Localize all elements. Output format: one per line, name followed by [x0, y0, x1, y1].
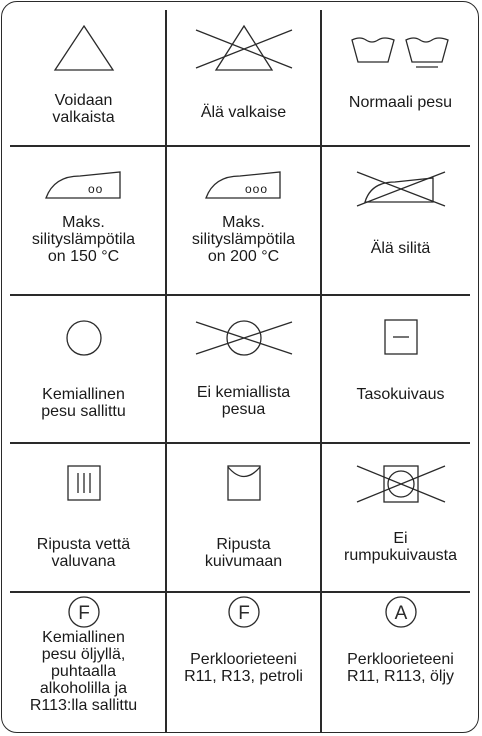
- dry-clean-f-icon: [67, 595, 101, 629]
- symbol-cell: [322, 444, 479, 591]
- do-not-tumble-dry-icon: [353, 462, 449, 506]
- symbol-label: Älä silitä: [370, 240, 431, 257]
- symbol-label: Maks. silityslämpötila on 200 °C: [191, 214, 296, 265]
- normal-wash-tubs-icon: [350, 34, 452, 74]
- symbol-cell: [322, 593, 479, 733]
- symbol-cell: [2, 2, 165, 145]
- line-dry-icon: [226, 464, 262, 502]
- symbol-cell: [2, 593, 165, 733]
- iron-dots: ooo: [245, 182, 269, 196]
- symbol-label: Ripusta vettä valuvana: [36, 536, 131, 570]
- symbol-cell: [167, 2, 320, 145]
- drip-dry-icon: [66, 464, 102, 502]
- iron-three-dots-icon: [204, 168, 284, 202]
- dry-clean-a-icon: [384, 595, 418, 629]
- iron-two-dots-icon: [44, 168, 124, 202]
- symbol-label: Kemiallinen pesu öljyllä, puhtaalla alkoholilla ja R113:lla sallittu: [29, 629, 138, 714]
- symbol-label: Voidaan valkaista: [52, 92, 115, 126]
- dry-clean-f-icon: [227, 595, 261, 629]
- do-not-bleach-icon: [192, 22, 296, 74]
- symbol-label: Tasokuivaus: [356, 386, 445, 403]
- symbol-label: Älä valkaise: [200, 104, 287, 121]
- symbol-cell: [167, 593, 320, 733]
- symbol-cell: [2, 444, 165, 591]
- symbol-cell: [167, 296, 320, 442]
- do-not-dry-clean-icon: [192, 318, 296, 358]
- circle-letter: F: [237, 603, 250, 624]
- dry-clean-circle-icon: [64, 318, 104, 358]
- symbol-label: Kemiallinen pesu sallittu: [41, 386, 126, 420]
- symbol-label: Ripusta kuivumaan: [204, 536, 283, 570]
- symbol-cell: [167, 444, 320, 591]
- circle-letter: F: [77, 603, 90, 624]
- symbol-label: Ei kemiallista pesua: [196, 384, 291, 418]
- symbol-label: Normaali pesu: [348, 94, 453, 111]
- symbol-cell: [2, 146, 165, 294]
- symbol-label: Perkloorieteeni R11, R113, öljy: [346, 651, 454, 685]
- dry-flat-icon: [383, 318, 419, 356]
- bleach-triangle-icon: [53, 24, 115, 72]
- do-not-iron-icon: [353, 166, 449, 210]
- symbol-cell: [322, 2, 479, 145]
- symbol-cell: [167, 146, 320, 294]
- circle-letter: A: [394, 603, 407, 624]
- symbol-cell: [322, 296, 479, 442]
- iron-dots: oo: [88, 182, 104, 196]
- symbol-label: Ei rumpukuivausta: [344, 530, 457, 564]
- symbol-label: Maks. silityslämpötila on 150 °C: [31, 214, 136, 265]
- symbol-label: Perkloorieteeni R11, R13, petroli: [184, 651, 303, 685]
- symbol-cell: [2, 296, 165, 442]
- symbol-cell: [322, 146, 479, 294]
